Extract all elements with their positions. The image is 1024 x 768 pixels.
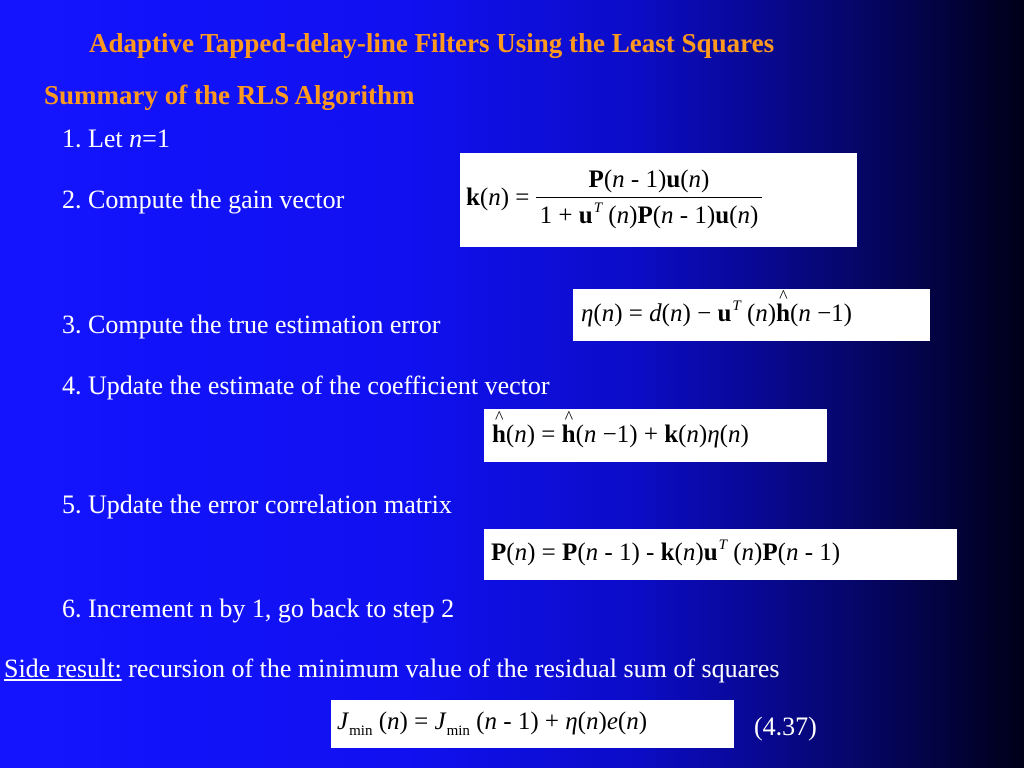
step-1-suffix: =1 <box>142 124 170 153</box>
step-1-prefix: 1. Let <box>62 124 130 153</box>
step-1-variable: n <box>129 124 143 153</box>
step-5: 5. Update the error correlation matrix <box>62 490 452 519</box>
equation-number: (4.37) <box>754 712 817 741</box>
section-heading: Summary of the RLS Algorithm <box>44 80 415 110</box>
step-4: 4. Update the estimate of the coefficient vector <box>62 371 550 400</box>
step-1 <box>62 124 170 154</box>
step-6: 6. Increment n by 1, go back to step 2 <box>62 594 455 623</box>
gain-vector-equation: k ( n ) = $\frac{P(n - 1)u(n)}{1 + u^T (n)P(n - 1)u(n)}$ <box>460 153 857 247</box>
side-result <box>4 654 780 684</box>
side-result-text: recursion of the minimum value of the residual sum of squares <box>121 654 780 683</box>
min-residual-equation: $J_{min}$ $(n) = J_{min}$ (n - 1) + η(n)e(n) <box>331 700 734 748</box>
side-result-label: Side result: <box>4 654 122 683</box>
coefficient-update-equation: ^ h(n) = ^ h(n −1) + k(n)η(n) <box>484 409 827 462</box>
slide-title: Adaptive Tapped-delay-line Filters Using the Least Squares <box>89 28 775 58</box>
step-3: 3. Compute the true estimation error <box>62 310 441 339</box>
correlation-matrix-equation: $P(n) = P(n - 1) - k(n)u^T$ (n)P(n - 1) <box>484 529 957 580</box>
step-2: 2. Compute the gain vector <box>62 185 345 214</box>
estimation-error-equation: $\eta(n) = d(n) - u^T$ (n)^ h(n −1) <box>573 289 930 341</box>
